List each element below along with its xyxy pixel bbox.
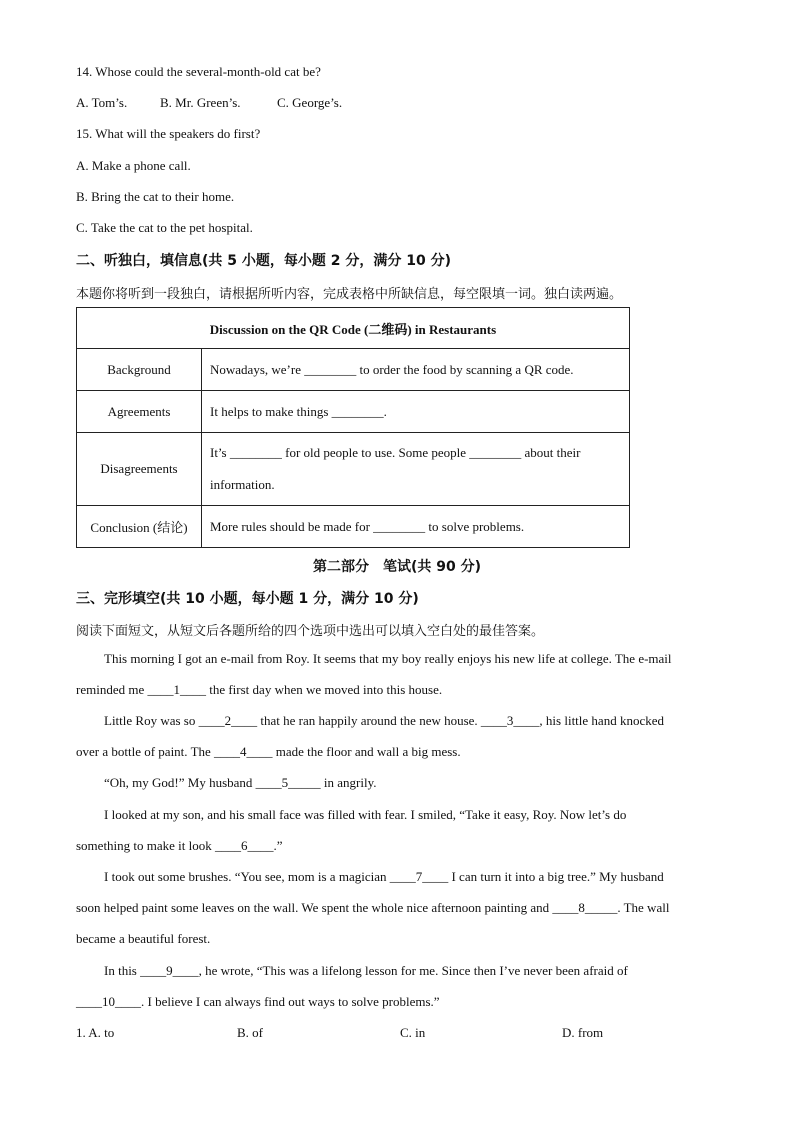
passage-line: “Oh, my God!” My husband ____5_____ in angrily. (104, 775, 377, 790)
passage-line: ____10____. I believe I can always find out ways to solve problems.” (76, 994, 440, 1009)
table-row (77, 349, 630, 391)
row-label: Conclusion (结论) (77, 506, 202, 548)
info-table (76, 307, 630, 548)
table-title: Discussion on the QR Code (二维码) in Restaurants (77, 308, 630, 349)
passage-line: Little Roy was so ____2____ that he ran happily around the new house. ____3____, his little hand knocked (104, 713, 664, 728)
question-14-options (76, 95, 476, 111)
question-15: 15. What will the speakers do first? (76, 126, 261, 141)
question-14: 14. Whose could the several-month-old cat be? (76, 64, 321, 79)
table-row (77, 433, 630, 506)
section-3-instruction: 阅读下面短文，从短文后各题所给的四个选项中选出可以填入空白处的最佳答案。 (76, 624, 545, 639)
row-text: More rules should be made for ________ to solve problems. (202, 506, 630, 548)
section-2-heading: 二、听独白，填信息(共 5 小题，每小题 2 分，满分 10 分) (76, 253, 452, 269)
passage-line: I looked at my son, and his small face was filled with fear. I smiled, “Take it easy, Roy. Now let’s do (104, 807, 627, 822)
row-label: Background (77, 349, 202, 391)
part-2-title: 第二部分 笔试(共 90 分) (312, 559, 482, 575)
table-row (77, 506, 630, 548)
passage-line: reminded me ____1____ the first day when we moved into this house. (76, 682, 443, 697)
row-text-line-1: It’s ________ for old people to use. Some people ________ about their (210, 445, 581, 460)
passage-line: over a bottle of paint. The ____4____ made the floor and wall a big mess. (76, 744, 461, 759)
row-text: It helps to make things ________. (202, 391, 630, 433)
option-c: C. George’s. (277, 95, 343, 110)
row-text (202, 433, 630, 506)
table-row (77, 391, 630, 433)
passage-line: This morning I got an e-mail from Roy. It seems that my boy really enjoys his new life at college. The e-mail (104, 651, 672, 666)
section-3-heading: 三、完形填空(共 10 小题，每小题 1 分，满分 10 分) (76, 591, 419, 607)
question-15-option-b: B. Bring the cat to their home. (76, 189, 235, 204)
choice-c: C. in (400, 1025, 426, 1040)
question-15-option-a: A. Make a phone call. (76, 158, 191, 173)
passage-line: something to make it look ____6____.” (76, 838, 283, 853)
option-a: A. Tom’s. (76, 95, 128, 110)
passage-line: I took out some brushes. “You see, mom is a magician ____7____ I can turn it into a big tree.” My husband (104, 869, 664, 884)
choice-b: B. of (237, 1025, 263, 1040)
question-1-choices (76, 1025, 636, 1041)
passage-line: In this ____9____, he wrote, “This was a lifelong lesson for me. Since then I’ve never been afraid of (104, 963, 628, 978)
choice-d: D. from (562, 1025, 604, 1040)
section-2-instruction: 本题你将听到一段独白，请根据所听内容，完成表格中所缺信息，每空限填一词。独白读两遍。 (76, 287, 623, 302)
passage-line: soon helped paint some leaves on the wall. We spent the whole nice afternoon painting and ____8_____. The wall (76, 900, 670, 915)
row-label: Disagreements (77, 433, 202, 506)
passage-line: became a beautiful forest. (76, 931, 211, 946)
question-15-option-c: C. Take the cat to the pet hospital. (76, 220, 253, 235)
option-b: B. Mr. Green’s. (160, 95, 241, 110)
row-text-line-2: information. (210, 477, 275, 492)
choice-a: 1. A. to (76, 1025, 115, 1040)
row-label: Agreements (77, 391, 202, 433)
row-text: Nowadays, we’re ________ to order the food by scanning a QR code. (202, 349, 630, 391)
